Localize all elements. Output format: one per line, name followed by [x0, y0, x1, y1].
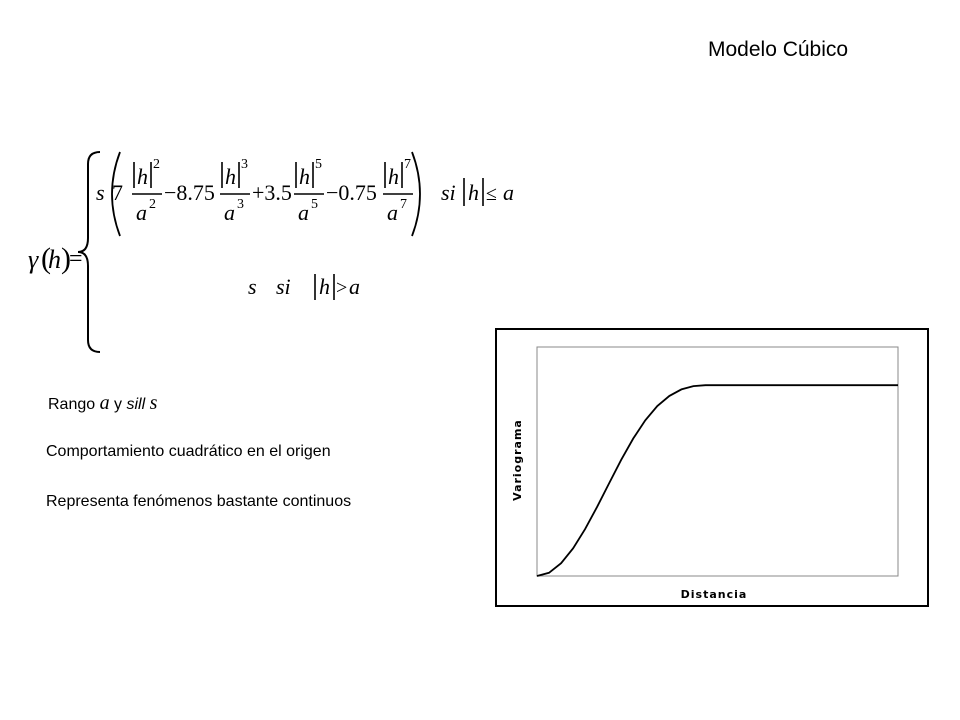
formula-a-cond-1: a — [503, 180, 514, 205]
bullet-sill-s: s — [149, 392, 158, 414]
formula-h-3: h — [299, 164, 310, 189]
bullet-range-sill — [48, 392, 157, 415]
formula-equals: = — [69, 246, 83, 272]
bullet-quadratic-origin: Comportamiento cuadrático en el origen — [46, 443, 331, 460]
bullet-range-a: a — [99, 392, 110, 414]
page-title: Modelo Cúbico — [708, 38, 849, 61]
formula-a-2: a — [224, 200, 235, 225]
formula-a-exp-5: 5 — [311, 197, 318, 212]
formula-a-4: a — [387, 200, 398, 225]
formula-si-1: si — [441, 180, 456, 205]
formula-big-paren-right — [412, 152, 420, 236]
formula-le: ≤ — [486, 183, 497, 205]
bullet-range-y: y — [109, 396, 127, 413]
formula-coef-075: −0.75 — [326, 180, 377, 205]
variogram-chart — [495, 328, 929, 607]
formula-a-cond-2: a — [349, 274, 360, 299]
formula-gt: > — [336, 277, 348, 299]
y-axis-label: Variograma — [511, 419, 524, 501]
bullet-continuous: Representa fenómenos bastante continuos — [46, 493, 352, 510]
formula-s: s — [96, 180, 105, 205]
formula-si-2: si — [276, 274, 291, 299]
variogram-chart-svg — [497, 330, 927, 605]
formula-exp-2: 2 — [153, 157, 160, 172]
bullet-range-label: Rango — [48, 396, 100, 413]
formula-gamma: γ — [28, 245, 39, 274]
formula-coef-875: −8.75 — [164, 180, 215, 205]
bullet-sill-label: sill — [126, 396, 150, 413]
formula-close-paren: ) — [61, 242, 71, 275]
formula-coef-35: +3.5 — [252, 180, 292, 205]
formula-open-paren: ( — [41, 242, 51, 275]
formula-case2-s: s — [248, 274, 257, 299]
formula-h-4: h — [388, 164, 399, 189]
formula-h-cond-2: h — [319, 274, 330, 299]
formula-h-2: h — [225, 164, 236, 189]
formula-a-exp-7: 7 — [400, 197, 407, 212]
formula-h-cond-1: h — [468, 180, 479, 205]
formula-h-arg: h — [48, 245, 61, 274]
formula-a-exp-3: 3 — [237, 197, 244, 212]
formula-coef-7: 7 — [112, 180, 123, 205]
formula-a-1: a — [136, 200, 147, 225]
formula-exp-7: 7 — [404, 157, 411, 172]
formula-a-exp-2: 2 — [149, 197, 156, 212]
formula-h-1: h — [137, 164, 148, 189]
formula-exp-3: 3 — [241, 157, 248, 172]
formula-exp-5: 5 — [315, 157, 322, 172]
formula-a-3: a — [298, 200, 309, 225]
x-axis-label: Distancia — [680, 588, 748, 601]
cubic-model-formula — [0, 0, 560, 360]
plot-area — [537, 347, 898, 576]
